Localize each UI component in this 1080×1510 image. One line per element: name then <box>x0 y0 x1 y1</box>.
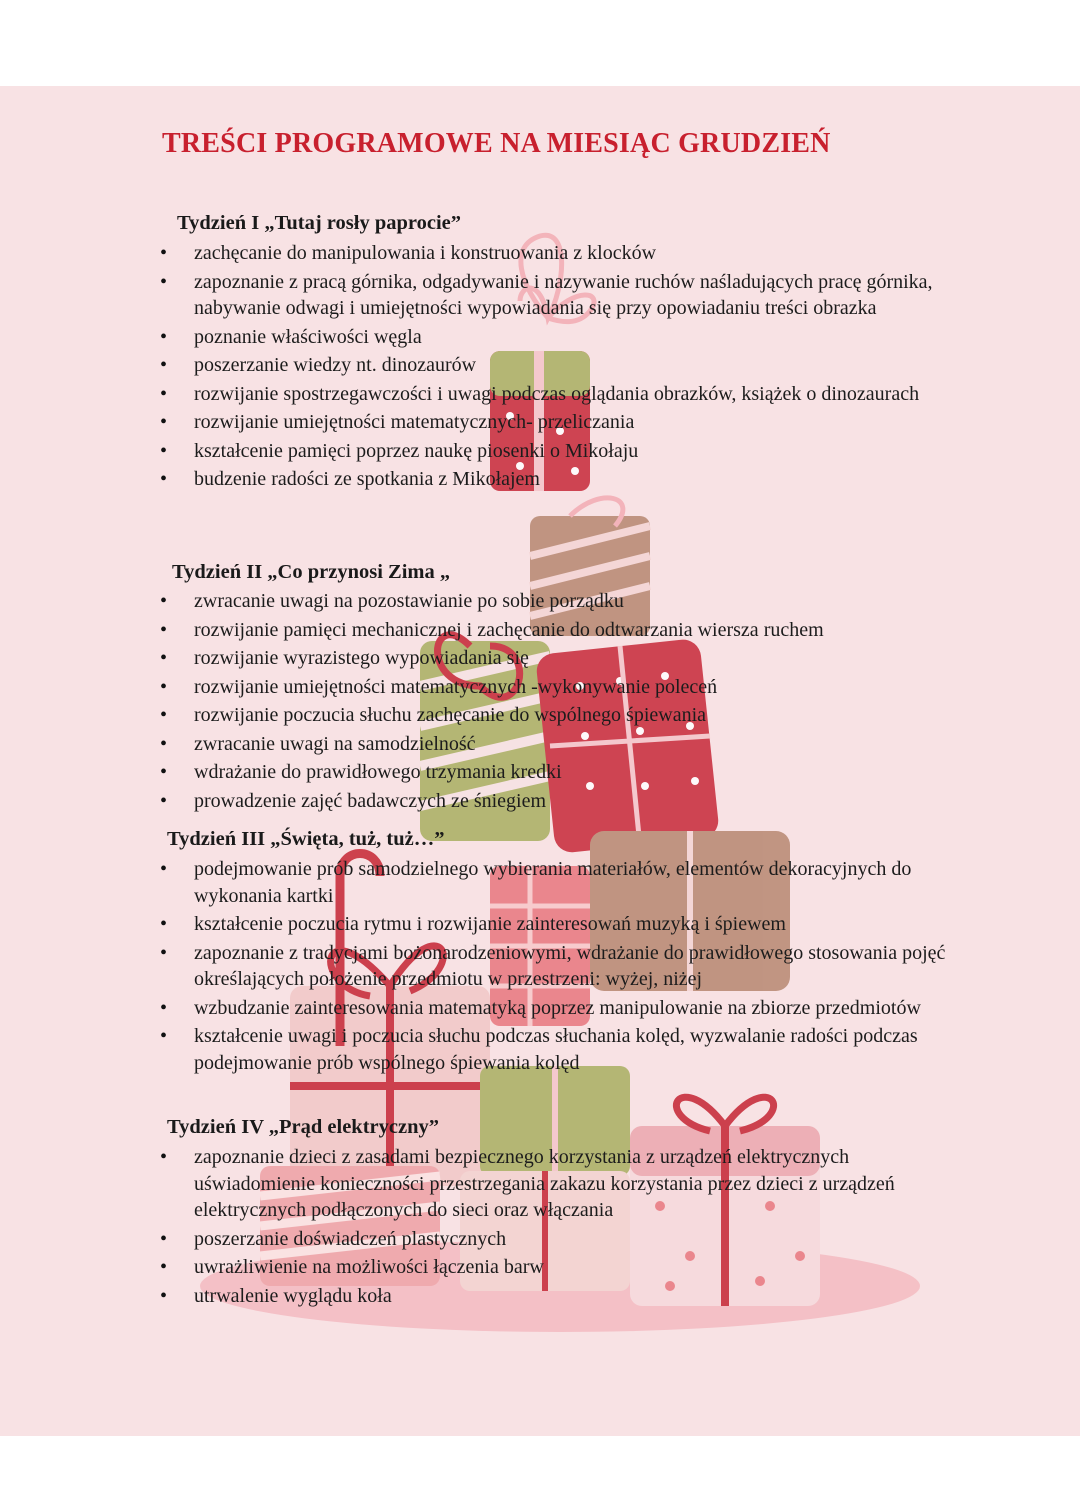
week-2-list <box>152 588 952 816</box>
list-item: • wdrażanie do prawidłowego trzymania kredki <box>152 759 952 786</box>
list-item: • rozwijanie spostrzegawczości i uwagi podczas oglądania obrazków, książek o dinozaurach <box>152 381 952 408</box>
list-item: • poszerzanie doświadczeń plastycznych <box>152 1226 922 1253</box>
program-content <box>0 86 1080 1436</box>
list-item: • rozwijanie wyrazistego wypowiadania się <box>152 645 952 672</box>
list-item: • rozwijanie pamięci mechanicznej i zachęcanie do odtwarzania wiersza ruchem <box>152 617 952 644</box>
list-item: • zapoznanie z tradycjami bożonarodzeniowymi, wdrażanie do prawidłowego stosowania pojęć określających położenie przedmiotu w przestrzeni: wyżej, niżej <box>152 940 952 993</box>
list-item: • poszerzanie wiedzy nt. dinozaurów <box>152 352 952 379</box>
week-1-list <box>152 240 952 495</box>
list-item: • rozwijanie umiejętności matematycznych -wykonywanie poleceń <box>152 674 952 701</box>
list-item: • utrwalenie wyglądu koła <box>152 1283 922 1310</box>
list-item: • rozwijanie poczucia słuchu zachęcanie do wspólnego śpiewania <box>152 702 952 729</box>
list-item: • kształcenie uwagi i poczucia słuchu podczas słuchania kolęd, wyzwalanie radości podczas podejmowanie prób wspólnego śpiewania kolęd <box>152 1023 952 1076</box>
list-item: • zwracanie uwagi na samodzielność <box>152 731 952 758</box>
list-item: • zapoznanie z pracą górnika, odgadywanie i nazywanie ruchów naśladujących pracę górnika, nabywanie odwagi i umiejętności wypowiadania się przy opowiadaniu treści obrazka <box>152 269 952 322</box>
week-4-title: Tydzień IV „Prąd elektryczny” <box>167 1116 439 1138</box>
list-item: • kształcenie pamięci poprzez naukę piosenki o Mikołaju <box>152 438 952 465</box>
list-item: • poznanie właściwości węgla <box>152 324 952 351</box>
week-4-list <box>152 1144 922 1311</box>
week-1-title: Tydzień I „Tutaj rosły paprocie” <box>177 212 461 234</box>
week-3-list <box>152 856 952 1078</box>
list-item: • rozwijanie umiejętności matematycznych- przeliczania <box>152 409 952 436</box>
list-item: • zapoznanie dzieci z zasadami bezpiecznego korzystania z urządzeń elektrycznych uświadomienie konieczności przestrzegania zakazu korzystania przez dzieci z urządzeń elektrycznych podłączonych do sieci oraz włączania <box>152 1144 922 1224</box>
list-item: • prowadzenie zajęć badawczych ze śniegiem <box>152 788 952 815</box>
list-item: • wzbudzanie zainteresowania matematyką poprzez manipulowanie na zbiorze przedmiotów <box>152 995 952 1022</box>
list-item: • zwracanie uwagi na pozostawianie po sobie porządku <box>152 588 952 615</box>
page-title: TREŚCI PROGRAMOWE NA MIESIĄC GRUDZIEŃ <box>162 128 831 159</box>
list-item: • budzenie radości ze spotkania z Mikołajem <box>152 466 952 493</box>
week-3-title: Tydzień III „Święta, tuż, tuż…” <box>167 828 445 850</box>
week-2-title: Tydzień II „Co przynosi Zima „ <box>172 561 451 583</box>
document-page <box>0 86 1080 1436</box>
list-item: • uwrażliwienie na możliwości łączenia barw <box>152 1254 922 1281</box>
list-item: • kształcenie poczucia rytmu i rozwijanie zainteresowań muzyką i śpiewem <box>152 911 952 938</box>
list-item: • podejmowanie prób samodzielnego wybierania materiałów, elementów dekoracyjnych do wykonania kartki <box>152 856 952 909</box>
list-item: • zachęcanie do manipulowania i konstruowania z klocków <box>152 240 952 267</box>
